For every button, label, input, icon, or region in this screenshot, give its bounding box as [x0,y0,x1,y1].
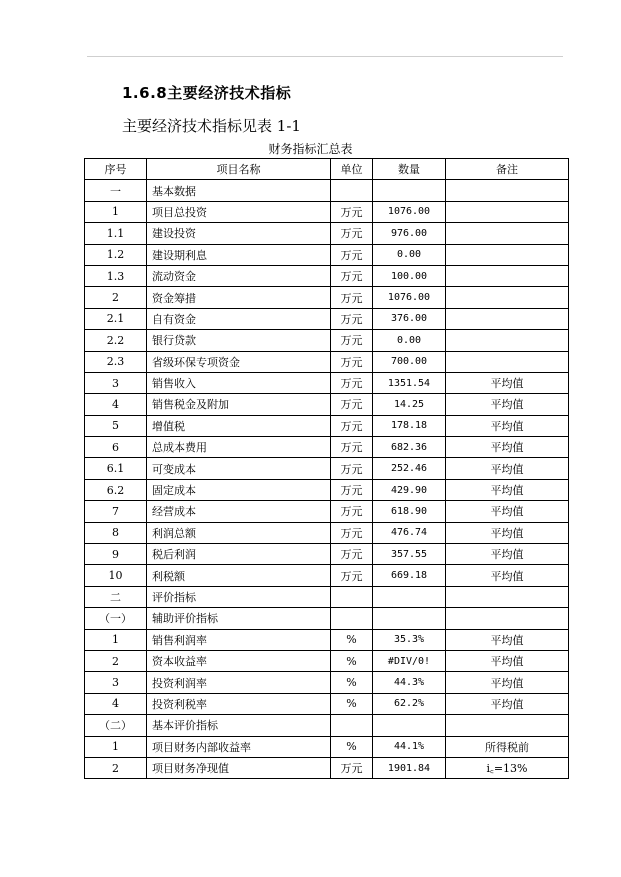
cell-unit: 万元 [331,522,373,543]
cell-quantity: 376.00 [373,308,446,329]
cell-unit: 万元 [331,458,373,479]
cell-index: （二） [85,715,147,736]
cell-unit: 万元 [331,501,373,522]
cell-quantity: 429.90 [373,479,446,500]
cell-unit: 万元 [331,544,373,565]
cell-unit: 万元 [331,244,373,265]
cell-unit: 万元 [331,565,373,586]
header-index: 序号 [85,159,147,180]
cell-unit: % [331,736,373,757]
cell-quantity [373,608,446,629]
table-header-row [85,159,569,180]
cell-index: 1 [85,736,147,757]
financial-summary-table [84,158,569,779]
cell-unit: 万元 [331,201,373,222]
cell-item-name: 利税额 [147,565,331,586]
cell-item-name: 基本数据 [147,180,331,201]
cell-index: 1 [85,201,147,222]
table-row [85,351,569,372]
table-row [85,330,569,351]
cell-index: 6 [85,437,147,458]
cell-item-name: 销售税金及附加 [147,394,331,415]
cell-index: 1.1 [85,223,147,244]
cell-item-name: 销售收入 [147,372,331,393]
table-row [85,693,569,714]
cell-index: 2 [85,757,147,778]
cell-quantity: 44.1% [373,736,446,757]
table-row [85,736,569,757]
cell-item-name: 投资利税率 [147,693,331,714]
header-remark: 备注 [446,159,569,180]
cell-quantity: 178.18 [373,415,446,436]
cell-index: 5 [85,415,147,436]
table-row [85,201,569,222]
cell-unit: 万元 [331,223,373,244]
table-row [85,544,569,565]
table-row [85,458,569,479]
table-row [85,372,569,393]
cell-quantity: 682.36 [373,437,446,458]
cell-remark [446,308,569,329]
cell-remark [446,201,569,222]
cell-unit: 万元 [331,287,373,308]
cell-unit: 万元 [331,479,373,500]
cell-quantity: 44.3% [373,672,446,693]
cell-unit: 万元 [331,415,373,436]
cell-remark: 平均值 [446,650,569,671]
cell-index: 2.3 [85,351,147,372]
cell-index: 2.2 [85,330,147,351]
cell-item-name: 建设投资 [147,223,331,244]
cell-remark: 平均值 [446,693,569,714]
cell-quantity: 1076.00 [373,287,446,308]
cell-remark: 平均值 [446,394,569,415]
cell-item-name: 项目财务内部收益率 [147,736,331,757]
table-row [85,608,569,629]
cell-quantity [373,715,446,736]
table-caption: 财务指标汇总表 [268,142,353,156]
cell-index: 2 [85,650,147,671]
cell-unit: 万元 [331,330,373,351]
cell-quantity: 669.18 [373,565,446,586]
cell-item-name: 可变成本 [147,458,331,479]
cell-quantity: 100.00 [373,265,446,286]
cell-index: 二 [85,586,147,607]
cell-index: 8 [85,522,147,543]
cell-item-name: 总成本费用 [147,437,331,458]
table-row [85,672,569,693]
cell-quantity: 476.74 [373,522,446,543]
cell-item-name: 评价指标 [147,586,331,607]
cell-index: 2 [85,287,147,308]
table-row [85,757,569,778]
cell-remark: 平均值 [446,458,569,479]
cell-quantity [373,586,446,607]
cell-remark: 平均值 [446,522,569,543]
cell-quantity: 1351.54 [373,372,446,393]
section-subtitle: 主要经济技术指标见表 1-1 [122,117,301,135]
cell-item-name: 利润总额 [147,522,331,543]
cell-item-name: 建设期利息 [147,244,331,265]
cell-unit: % [331,629,373,650]
cell-quantity: #DIV/0! [373,650,446,671]
header-quantity: 数量 [373,159,446,180]
cell-quantity: 0.00 [373,330,446,351]
cell-remark: 平均值 [446,565,569,586]
table-row [85,501,569,522]
cell-quantity: 1076.00 [373,201,446,222]
cell-index: 7 [85,501,147,522]
cell-remark: 平均值 [446,672,569,693]
cell-remark: 平均值 [446,372,569,393]
cell-item-name: 税后利润 [147,544,331,565]
cell-item-name: 经营成本 [147,501,331,522]
table-row [85,629,569,650]
cell-item-name: 销售利润率 [147,629,331,650]
table-row [85,244,569,265]
section-heading: 1.6.8主要经济技术指标 [122,84,292,102]
table-row [85,479,569,500]
cell-unit: % [331,693,373,714]
cell-index: （一） [85,608,147,629]
cell-item-name: 银行贷款 [147,330,331,351]
top-divider [87,56,563,57]
cell-unit: % [331,672,373,693]
cell-quantity: 357.55 [373,544,446,565]
cell-item-name: 省级环保专项资金 [147,351,331,372]
table-row [85,715,569,736]
cell-unit: 万元 [331,394,373,415]
cell-item-name: 资本收益率 [147,650,331,671]
cell-item-name: 项目财务净现值 [147,757,331,778]
cell-unit: 万元 [331,351,373,372]
cell-remark [446,715,569,736]
cell-item-name: 投资利润率 [147,672,331,693]
cell-quantity: 976.00 [373,223,446,244]
cell-index: 4 [85,693,147,714]
cell-remark: 平均值 [446,479,569,500]
cell-remark [446,265,569,286]
cell-item-name: 固定成本 [147,479,331,500]
cell-remark [446,180,569,201]
cell-item-name: 基本评价指标 [147,715,331,736]
cell-index: 1 [85,629,147,650]
cell-remark [446,287,569,308]
header-unit: 单位 [331,159,373,180]
cell-remark: 所得税前 [446,736,569,757]
cell-index: 一 [85,180,147,201]
cell-quantity [373,180,446,201]
cell-item-name: 资金筹措 [147,287,331,308]
cell-index: 3 [85,372,147,393]
cell-remark [446,244,569,265]
table-row [85,522,569,543]
cell-index: 2.1 [85,308,147,329]
cell-unit: 万元 [331,372,373,393]
cell-item-name: 项目总投资 [147,201,331,222]
cell-index: 6.2 [85,479,147,500]
cell-unit: 万元 [331,265,373,286]
cell-remark [446,586,569,607]
table-row [85,586,569,607]
cell-item-name: 增值税 [147,415,331,436]
cell-quantity: 62.2% [373,693,446,714]
cell-remark [446,223,569,244]
cell-unit [331,608,373,629]
cell-unit: 万元 [331,308,373,329]
cell-quantity: 700.00 [373,351,446,372]
cell-item-name: 自有资金 [147,308,331,329]
cell-unit [331,586,373,607]
cell-quantity: 252.46 [373,458,446,479]
cell-quantity: 618.90 [373,501,446,522]
cell-item-name: 流动资金 [147,265,331,286]
table-row [85,394,569,415]
header-item-name: 项目名称 [147,159,331,180]
table-row [85,308,569,329]
cell-remark [446,608,569,629]
table-row [85,180,569,201]
cell-unit: 万元 [331,437,373,458]
table-row [85,265,569,286]
cell-unit: % [331,650,373,671]
cell-remark: 平均值 [446,415,569,436]
cell-index: 1.3 [85,265,147,286]
cell-index: 1.2 [85,244,147,265]
cell-remark: 平均值 [446,544,569,565]
cell-remark: 平均值 [446,501,569,522]
table-row [85,415,569,436]
cell-unit [331,715,373,736]
cell-quantity: 0.00 [373,244,446,265]
table-row [85,223,569,244]
cell-quantity: 1901.84 [373,757,446,778]
cell-quantity: 35.3% [373,629,446,650]
cell-remark [446,351,569,372]
cell-quantity: 14.25 [373,394,446,415]
cell-index: 6.1 [85,458,147,479]
table-row [85,437,569,458]
cell-index: 9 [85,544,147,565]
cell-item-name: 辅助评价指标 [147,608,331,629]
cell-remark [446,330,569,351]
cell-index: 10 [85,565,147,586]
table-row [85,565,569,586]
table-row [85,287,569,308]
cell-remark: i꜀=13% [446,757,569,778]
table-row [85,650,569,671]
cell-remark: 平均值 [446,629,569,650]
cell-index: 3 [85,672,147,693]
cell-unit: 万元 [331,757,373,778]
cell-unit [331,180,373,201]
cell-remark: 平均值 [446,437,569,458]
cell-index: 4 [85,394,147,415]
